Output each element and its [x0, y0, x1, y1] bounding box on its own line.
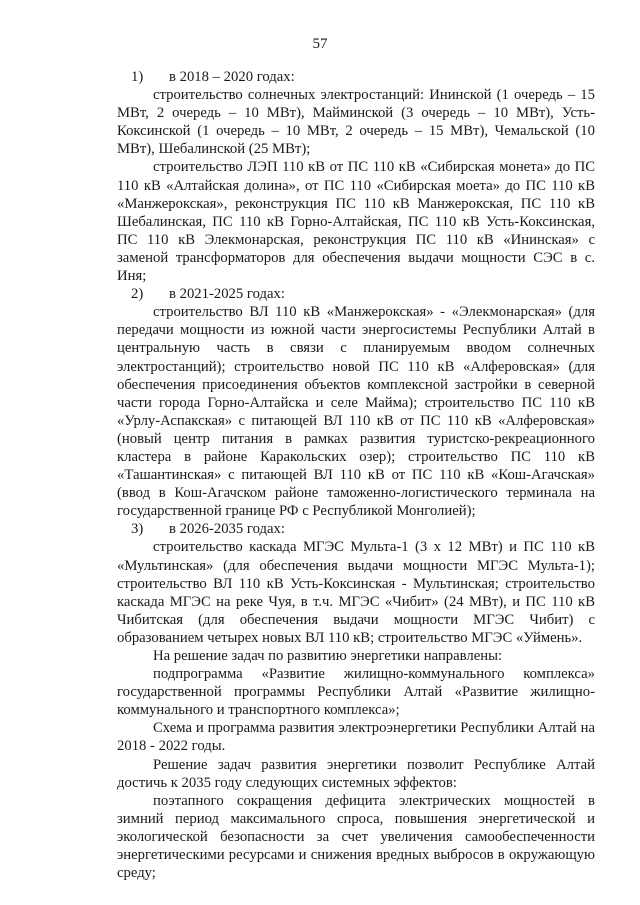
paragraph: На решение задач по развитию энергетики направлены: [153, 648, 503, 664]
page-number: 57 [312, 36, 328, 52]
list-number: 3) [131, 521, 144, 538]
document-body [117, 68, 595, 882]
list-item-heading [117, 520, 595, 538]
list-heading-text: в 2021-2025 годах: [169, 286, 285, 303]
paragraph: строительство солнечных электростанций: Ининской (1 очередь – 15 МВт, 2 очередь – 10 МВт), Майминской (3 очередь – 10 МВт), Усть-Коксинской (1 очередь – 10 МВт, 2 очередь – 15 МВт), Чемальской (10 МВт), Шебалинской (25 МВт); [117, 87, 595, 158]
paragraph: Схема и программа развития электроэнергетики Республики Алтай на 2018 - 2022 годы. [117, 720, 595, 755]
list-item-heading [117, 285, 595, 303]
list-heading-text: в 2026-2035 годах: [169, 521, 285, 538]
paragraph: строительство ВЛ 110 кВ «Манжерокская» - «Элекмонарская» (для передачи мощности из южной части энергосистемы Республики Алтай в центральную часть в связи с планируемым вводом солнечных электростанций); строительство новой ПС 110 кВ «Алферовская» (для обеспечения присоединения объектов комплексной застройки в северной части города Горно-Алтайска и селе Майма); строительство ПС 110 кВ «Урлу-Аспакская» с питающей ВЛ 110 кВ от ПС 110 кВ «Алферовская» (новый центр питания в рамках развития туристско-рекреационного кластера в районе Каракольских озер); строительство ПС 110 кВ «Ташантинская» с питающей ВЛ 110 кВ от ПС 110 кВ «Кош-Агачская» (ввод в Кош-Агачском районе таможенно-логистического терминала на государственной границе РФ с Республикой Монголией); [117, 304, 595, 520]
paragraph: строительство каскада МГЭС Мульта-1 (3 х 12 МВт) и ПС 110 кВ «Мультинская» (для обеспечения выдачи мощности МГЭС Мульта-1); строительство ВЛ 110 кВ Усть-Коксинская - Мультинская; строительство каскада МГЭС на реке Чуя, в т.ч. МГЭС «Чибит» (24 МВт), и ПС 110 кВ Чибитская (для обеспечения выдачи мощности МГЭС Чибит) с образованием четырех новых ВЛ 110 кВ; строительство МГЭС «Уймень». [117, 539, 595, 646]
list-item-heading [117, 68, 595, 86]
list-heading-text: в 2018 – 2020 годах: [169, 69, 295, 85]
paragraph: подпрограмма «Развитие жилищно-коммунального комплекса» государственной программы Республики Алтай «Развитие жилищно-коммунального и транспортного комплекса»; [117, 666, 595, 719]
paragraph: Решение задач развития энергетики позволит Республике Алтай достичь к 2035 году следующих системных эффектов: [117, 756, 595, 791]
list-number: 2) [131, 286, 144, 303]
list-number: 1) [131, 69, 144, 85]
paragraph: строительство ЛЭП 110 кВ от ПС 110 кВ «Сибирская монета» до ПС 110 кВ «Алтайская долина», от ПС 110 «Сибирская моета» до ПС 110 кВ «Манжерокская», реконструкция ПС 110 кВ Манжерокская, ПС 110 кВ Шебалинская, ПС 110 кВ Горно-Алтайская, ПС 110 кВ Усть-Коксинская, ПС 110 кВ Элекмонарская, реконструкция ПС 110 кВ «Ининская» с заменой трансформаторов для обеспечения выдачи мощности СЭС в с. Иня; [117, 159, 595, 285]
paragraph: поэтапного сокращения дефицита электрических мощностей в зимний период максимального спроса, повышения энергетической и экологической безопасности за счет увеличения самообеспеченности энергетическими ресурсами и снижения вредных выбросов в окружающую среду; [117, 792, 595, 882]
